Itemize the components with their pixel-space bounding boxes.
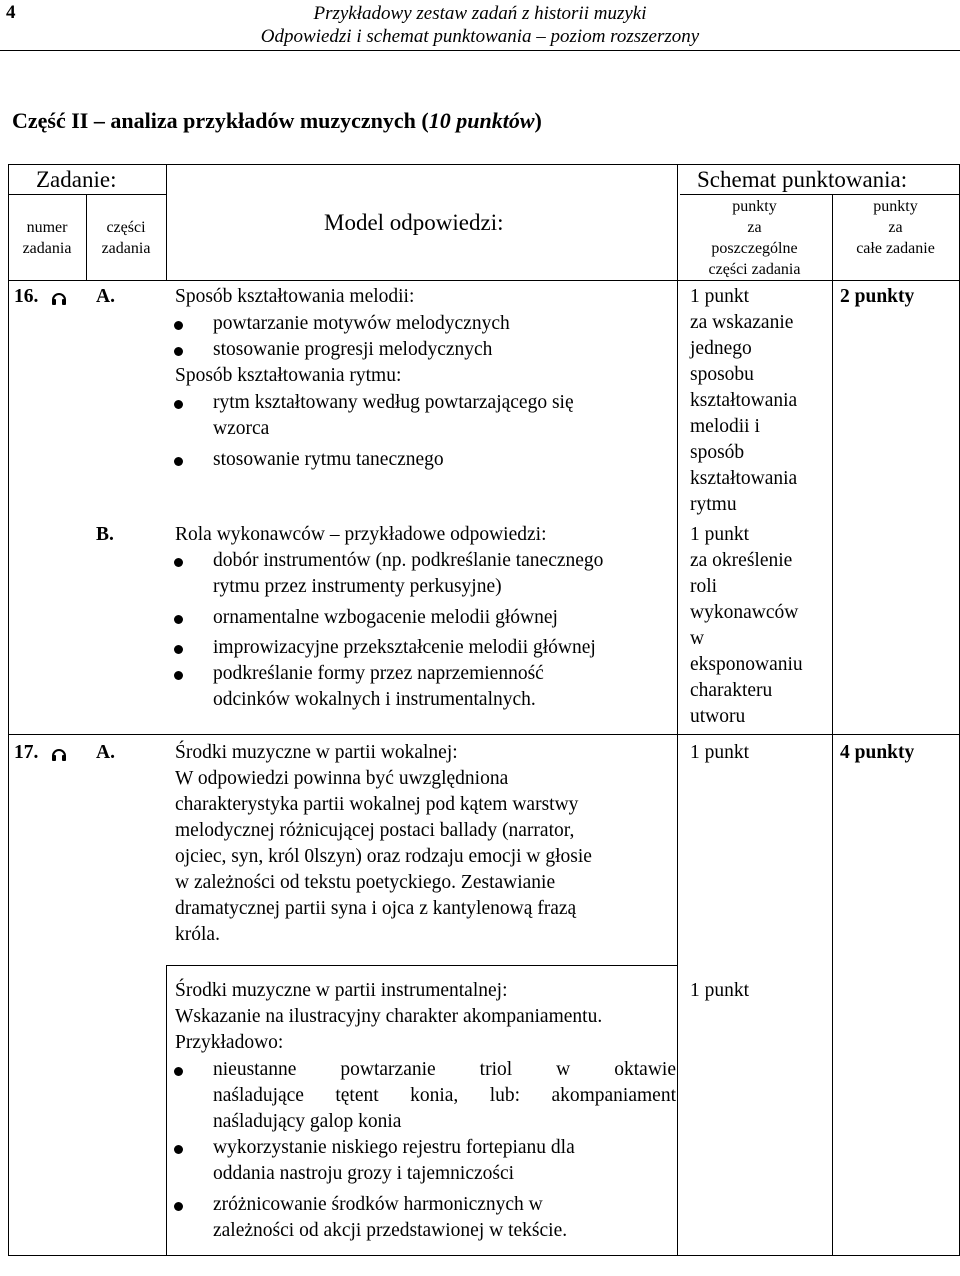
points-label: 1 punkt (690, 980, 750, 1001)
task-number: 16. (14, 286, 39, 307)
model-header: Model odpowiedzi: (324, 210, 504, 235)
part-label: A. (96, 742, 115, 763)
header-line-1: Przykładowy zestaw zadań z historii muzyki (313, 3, 647, 24)
melody-heading: Sposób kształtowania melodii: (175, 286, 415, 307)
bullet (174, 400, 183, 409)
points-label: 1 punkt (690, 742, 750, 763)
list-item: zróżnicowanie środków harmonicznych w (213, 1194, 543, 1215)
list-item: stosowanie progresji melodycznych (213, 339, 493, 360)
header-line-2: Odpowiedzi i schemat punktowania – poziom rozszerzony (260, 26, 700, 47)
list-item: dobór instrumentów (np. podkreślanie tanecznego (213, 550, 604, 571)
list-item: wykorzystanie niskiego rejestru fortepianu dla (213, 1137, 575, 1158)
points-description: za określenie roli wykonawców w eksponowaniu charakteru utworu (690, 550, 803, 727)
list-item: podkreślanie formy przez naprzemienność (213, 663, 544, 684)
list-item-continued: naśladujący galop konia (213, 1111, 402, 1132)
list-item-continued: naśladujące tętent konia, lub: akompaniament (213, 1085, 676, 1106)
part-label: B. (96, 524, 114, 545)
headphones-icon (50, 745, 68, 763)
vocal-answer: Środki muzyczne w partii wokalnej: W odpowiedzi powinna być uwzględniona charakterystyka partii wokalnej pod kątem warstwy melodycznej różnicującej postaci ballady (narrator, ojciec, syn, król 0lszyn) oraz rodzaju emocji w głosie w zależności od tekstu poetyckiego. Zestawianie dramatycznej partii syna i ojca z kantylenową frazą króla. (175, 742, 592, 945)
headphones-icon (50, 289, 68, 307)
list-item: improwizacyjne przekształcenie melodii głównej (213, 637, 596, 658)
bullet (174, 457, 183, 466)
list-item: rytm kształtowany według powtarzającego się (213, 392, 574, 413)
list-item-continued: zależności od akcji przedstawionej w tekście. (213, 1220, 568, 1241)
list-item-continued: wzorca (213, 418, 270, 439)
rhythm-heading: Sposób kształtowania rytmu: (175, 365, 402, 386)
points-label: 1 punkt (690, 286, 750, 307)
punkty-cale-header: punkty za całe zadanie (856, 198, 935, 257)
bullet (174, 615, 183, 624)
task-number: 17. (14, 742, 39, 763)
list-item-continued: oddania nastroju grozy i tajemniczości (213, 1163, 515, 1184)
total-points: 4 punkty (840, 742, 915, 763)
numer-zadania-header: numer zadania (22, 219, 72, 257)
punkty-czesci-header: punkty za poszczególne części zadania (708, 198, 801, 278)
total-points: 2 punkty (840, 286, 915, 307)
page-number: 4 (6, 2, 16, 23)
points-label: 1 punkt (690, 524, 750, 545)
bullet (174, 321, 183, 330)
performers-heading: Rola wykonawców – przykładowe odpowiedzi: (175, 524, 547, 545)
list-item: stosowanie rytmu tanecznego (213, 449, 444, 470)
bullet (174, 1145, 183, 1154)
bullet (174, 671, 183, 680)
bullet (174, 1202, 183, 1211)
list-item-continued: rytmu przez instrumenty perkusyjne) (213, 576, 502, 597)
list-item-continued: odcinków wokalnych i instrumentalnych. (213, 689, 536, 710)
bullet (174, 645, 183, 654)
section-title: Część II – analiza przykładów muzycznych (10 punktów) (12, 108, 542, 133)
list-item: ornamentalne wzbogacenie melodii głównej (213, 607, 558, 628)
zadanie-header: Zadanie: (36, 167, 117, 192)
schemat-header: Schemat punktowania: (697, 167, 908, 192)
bullet (174, 558, 183, 567)
points-description: za wskazanie jednego sposobu kształtowania melodii i sposób kształtowania rytmu (690, 312, 798, 515)
bullet (174, 347, 183, 356)
bullet (174, 1067, 183, 1076)
header-title (0, 2, 960, 48)
czesci-zadania-header: części zadania (101, 219, 151, 257)
list-item: powtarzanie motywów melodycznych (213, 313, 510, 334)
part-label: A. (96, 286, 115, 307)
list-item: nieustanne powtarzanie triol w oktawie (213, 1059, 676, 1080)
page-header (0, 0, 960, 51)
instrumental-answer: Środki muzyczne w partii instrumentalnej: Wskazanie na ilustracyjny charakter akompaniamentu. Przykładowo: (175, 980, 603, 1053)
